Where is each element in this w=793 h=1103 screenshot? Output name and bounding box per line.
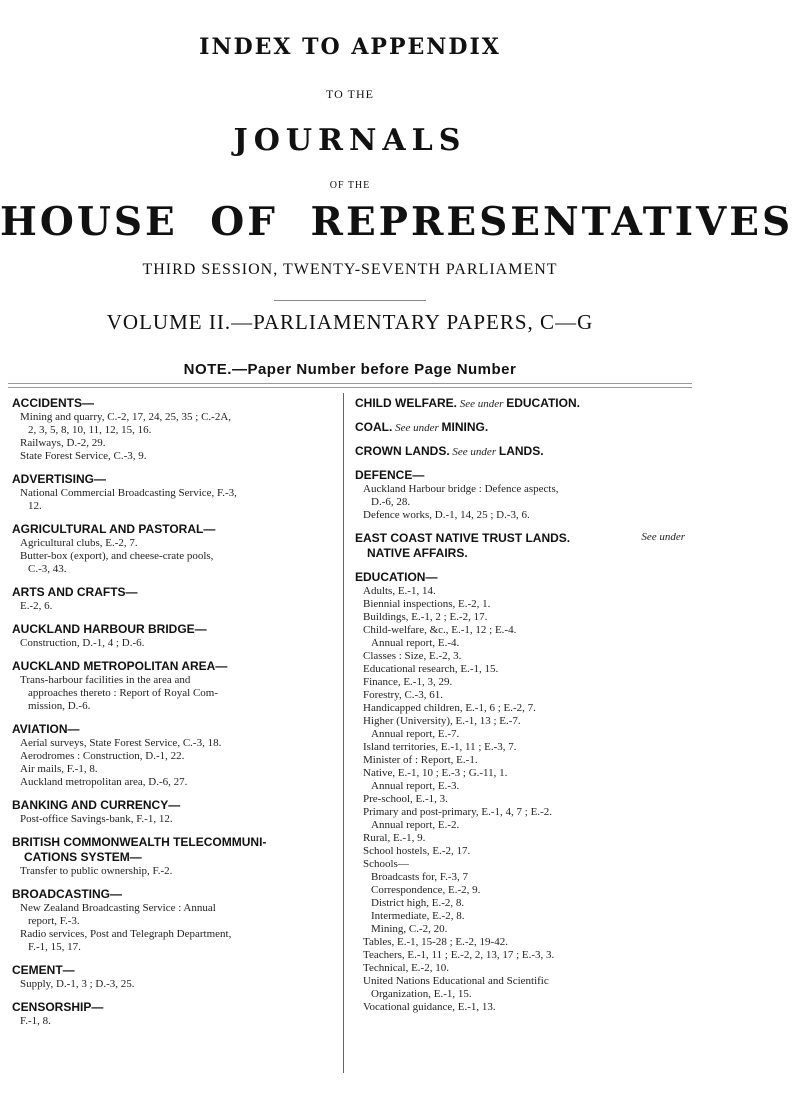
entry-heading: ACCIDENTS— (12, 396, 95, 410)
entry-line: approaches thereto : Report of Royal Com- (28, 687, 219, 699)
see-under-text: See under (395, 422, 439, 434)
entry-line: National Commercial Broadcasting Service, F.-3, (20, 487, 237, 499)
entry-line: Air mails, F.-1, 8. (20, 763, 98, 775)
cross-reference: EDUCATION. (506, 396, 580, 410)
entry-line: Finance, E.-1, 3, 29. (363, 676, 453, 688)
entry-line: F.-1, 8. (20, 1015, 51, 1027)
index-entry-east-coast (355, 531, 685, 561)
header-rule-bottom (8, 387, 692, 388)
entry-heading: DEFENCE— (355, 468, 425, 482)
index-entry-auckland-metro (12, 659, 334, 713)
title-house-of-representatives: HOUSE OF REPRESENTATIVES (0, 199, 793, 245)
entry-heading: EAST COAST NATIVE TRUST LANDS. (355, 531, 571, 545)
entry-line: Correspondence, E.-2, 9. (371, 884, 481, 896)
cross-reference: MINING. (441, 420, 489, 434)
entry-line: Mining, C.-2, 20. (371, 923, 448, 935)
entry-line: Technical, E.-2, 10. (363, 962, 449, 974)
entry-line: Rural, E.-1, 9. (363, 832, 426, 844)
entry-heading: AGRICULTURAL AND PASTORAL— (12, 522, 216, 536)
entry-heading: CHILD WELFARE. (355, 396, 457, 410)
see-under-text: See under (459, 398, 504, 410)
column-divider (343, 393, 344, 1073)
entry-line: D.-6, 28. (371, 496, 411, 508)
entry-line: Native, E.-1, 10 ; E.-3 ; G.-11, 1. (363, 767, 508, 779)
entry-heading: CENSORSHIP— (12, 1000, 104, 1014)
entry-line: Tables, E.-1, 15-28 ; E.-2, 19-42. (363, 936, 508, 948)
index-entry-agricultural (12, 522, 334, 576)
index-entry-accidents (12, 396, 334, 463)
index-entry-arts (12, 585, 334, 613)
index-entry-child-welfare (355, 396, 685, 411)
entry-line: Island territories, E.-1, 11 ; E.-3, 7. (363, 741, 517, 753)
entry-line: Pre-school, E.-1, 3. (363, 793, 448, 805)
entry-line: Minister of : Report, E.-1. (363, 754, 478, 766)
entry-heading: ADVERTISING— (12, 472, 107, 486)
entry-line: Higher (University), E.-1, 13 ; E.-7. (363, 715, 521, 727)
entry-line: Teachers, E.-1, 11 ; E.-2, 2, 13, 17 ; E.-3, 3. (363, 949, 555, 961)
entry-line: Annual report, E.-7. (371, 728, 460, 740)
entry-heading: EDUCATION— (355, 570, 438, 584)
entry-line: Aerial surveys, State Forest Service, C.-3, 18. (20, 737, 222, 749)
entry-heading: BROADCASTING— (12, 887, 122, 901)
subtitle-of-the: OF THE (329, 180, 371, 191)
subtitle-to-the: TO THE (326, 87, 374, 101)
entry-line: Vocational guidance, E.-1, 13. (363, 1001, 496, 1013)
entry-line: Schools— (363, 858, 409, 870)
entry-line: Buildings, E.-1, 2 ; E.-2, 17. (363, 611, 488, 623)
entry-heading-continued: CATIONS SYSTEM— (24, 850, 142, 864)
header-rule-top (8, 383, 692, 384)
entry-line: Radio services, Post and Telegraph Department, (20, 928, 232, 940)
index-entry-aviation (12, 722, 334, 789)
entry-line: State Forest Service, C.-3, 9. (20, 450, 147, 462)
volume-line: VOLUME II.—PARLIAMENTARY PAPERS, C—G (106, 310, 594, 334)
entry-line: mission, D.-6. (28, 700, 91, 712)
index-entry-coal (355, 420, 685, 435)
entry-line: Primary and post-primary, E.-1, 4, 7 ; E.-2. (363, 806, 552, 818)
entry-line: Broadcasts for, F.-3, 7 (371, 871, 469, 883)
index-entry-british-commonwealth (12, 835, 334, 878)
entry-line: Classes : Size, E.-2, 3. (363, 650, 462, 662)
entry-line: C.-3, 43. (28, 563, 67, 575)
entry-heading: COAL. (355, 420, 393, 434)
title-index-to-appendix: INDEX TO APPENDIX (199, 34, 501, 60)
entry-line: Auckland metropolitan area, D.-6, 27. (20, 776, 188, 788)
index-entry-cement (12, 963, 334, 991)
entry-line: Aerodromes : Construction, D.-1, 22. (20, 750, 185, 762)
index-column-left (12, 396, 334, 1037)
entry-line: Annual report, E.-3. (371, 780, 460, 792)
entry-line: Organization, E.-1, 15. (371, 988, 472, 1000)
entry-line: Biennial inspections, E.-2, 1. (363, 598, 491, 610)
entry-line: 12. (28, 500, 42, 512)
entry-line: Mining and quarry, C.-2, 17, 24, 25, 35 ; C.-2A, (20, 411, 232, 423)
entry-line: School hostels, E.-2, 17. (363, 845, 471, 857)
entry-line: report, F.-3. (28, 915, 80, 927)
entry-line: Adults, E.-1, 14. (363, 585, 436, 597)
entry-line: Forestry, C.-3, 61. (363, 689, 443, 701)
entry-line: Annual report, E.-4. (371, 637, 460, 649)
index-entry-auckland-bridge (12, 622, 334, 650)
entry-line: Trans-harbour facilities in the area and (20, 674, 191, 686)
title-journals: JOURNALS (233, 123, 467, 158)
entry-heading: CROWN LANDS. (355, 444, 450, 458)
entry-line: Auckland Harbour bridge : Defence aspects, (363, 483, 559, 495)
index-entry-advertising (12, 472, 334, 513)
cross-reference: NATIVE AFFAIRS. (367, 546, 468, 560)
entry-line: Supply, D.-1, 3 ; D.-3, 25. (20, 978, 135, 990)
entry-line: 2, 3, 5, 8, 10, 11, 12, 15, 16. (28, 424, 152, 436)
title-divider (274, 300, 426, 301)
entry-line: Railways, D.-2, 29. (20, 437, 106, 449)
entry-line: District high, E.-2, 8. (371, 897, 465, 909)
entry-line: Construction, D.-1, 4 ; D.-6. (20, 637, 145, 649)
index-entry-censorship (12, 1000, 334, 1028)
entry-heading: AVIATION— (12, 722, 80, 736)
index-entry-crown-lands (355, 444, 685, 459)
cross-reference: LANDS. (498, 444, 544, 458)
entry-line: Transfer to public ownership, F.-2. (20, 865, 173, 877)
index-entry-banking (12, 798, 334, 826)
entry-line: United Nations Educational and Scientific (363, 975, 549, 987)
entry-line: Educational research, E.-1, 15. (363, 663, 499, 675)
note-line: NOTE.—Paper Number before Page Number (183, 361, 517, 378)
entry-heading: BANKING AND CURRENCY— (12, 798, 181, 812)
index-column-right (355, 396, 685, 1023)
entry-line: Butter-box (export), and cheese-crate pools, (20, 550, 214, 562)
see-under-text: See under (452, 446, 497, 458)
entry-line: Annual report, E.-2. (371, 819, 460, 831)
see-under-text: See under (641, 531, 685, 543)
index-entry-defence (355, 468, 685, 522)
entry-heading: AUCKLAND METROPOLITAN AREA— (12, 659, 228, 673)
entry-heading: CEMENT— (12, 963, 75, 977)
entry-line: Child-welfare, &c., E.-1, 12 ; E.-4. (363, 624, 517, 636)
entry-line: Intermediate, E.-2, 8. (371, 910, 465, 922)
entry-line: E.-2, 6. (20, 600, 53, 612)
entry-heading: AUCKLAND HARBOUR BRIDGE— (12, 622, 207, 636)
entry-line: Handicapped children, E.-1, 6 ; E.-2, 7. (363, 702, 536, 714)
entry-heading: BRITISH COMMONWEALTH TELECOMMUNI- (12, 835, 267, 849)
entry-line: New Zealand Broadcasting Service : Annual (20, 902, 216, 914)
entry-heading: ARTS AND CRAFTS— (12, 585, 138, 599)
index-entry-broadcasting (12, 887, 334, 954)
index-entry-education (355, 570, 685, 1014)
entry-line: Post-office Savings-bank, F.-1, 12. (20, 813, 173, 825)
entry-line: Defence works, D.-1, 14, 25 ; D.-3, 6. (363, 509, 530, 521)
session-line: THIRD SESSION, TWENTY-SEVENTH PARLIAMENT (142, 261, 558, 278)
entry-line: Agricultural clubs, E.-2, 7. (20, 537, 138, 549)
entry-line: F.-1, 15, 17. (28, 941, 81, 953)
